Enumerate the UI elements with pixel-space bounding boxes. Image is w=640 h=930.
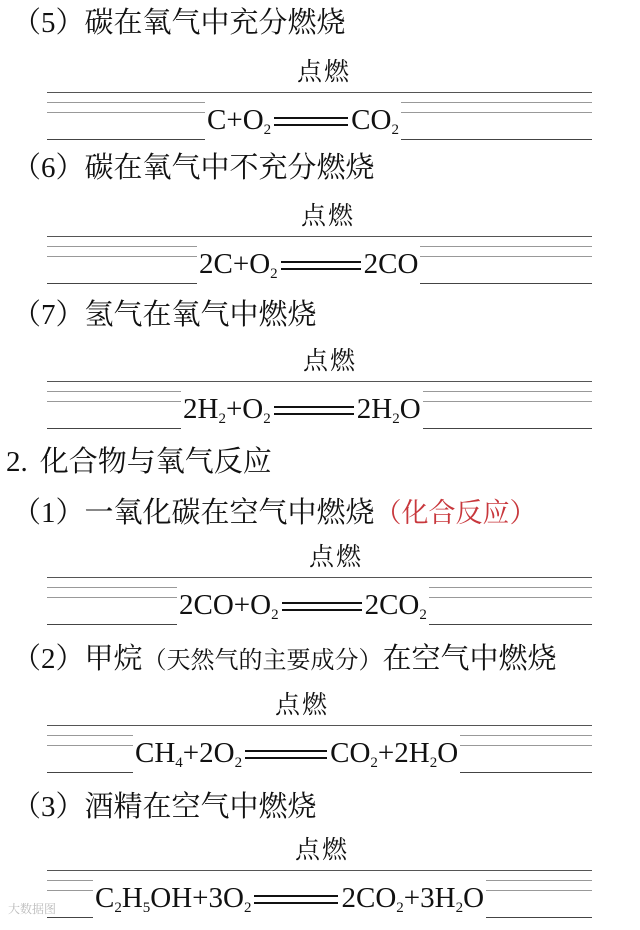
item-text: 酒精在空气中燃烧: [84, 789, 317, 823]
watermark: 大数据图: [8, 902, 57, 916]
equals-sign: [274, 117, 348, 126]
item-number: （7）: [12, 299, 85, 331]
product-text: O: [437, 737, 459, 769]
product-text: CO: [330, 737, 371, 769]
chemical-equation: [93, 878, 486, 918]
ruled-line: [47, 236, 592, 237]
item-number: （2）: [12, 643, 85, 675]
ruled-line: [47, 92, 592, 93]
product-text: +2H: [377, 737, 430, 769]
reactant-text: CH: [135, 737, 176, 769]
equals-sign: [254, 895, 338, 904]
item-6-heading: [12, 147, 375, 187]
product-text: O: [399, 393, 421, 425]
subscript: 2: [391, 122, 399, 138]
subscript: 2: [263, 122, 272, 138]
item-2-heading: [12, 638, 557, 678]
section-text: 化合物与氧气反应: [39, 444, 272, 478]
item-7-heading: [12, 294, 317, 334]
equation-block-2: [47, 689, 592, 785]
subscript: 2: [218, 411, 226, 427]
reactants: 2CO+O: [179, 589, 272, 621]
item-text: 甲烷: [84, 641, 143, 675]
item-number: （6）: [12, 152, 85, 184]
item-text: 碳在氧气中充分燃烧: [84, 5, 346, 39]
item-text: 在空气中燃烧: [382, 641, 557, 675]
condition-label: 点燃: [301, 201, 356, 230]
equation-block-3: [47, 834, 592, 930]
equation-block-1: [47, 541, 592, 637]
chemical-equation: [181, 389, 423, 429]
item-1-heading: [12, 492, 537, 532]
subscript: 4: [175, 755, 183, 771]
item-text: 氢气在氧气中燃烧: [84, 297, 317, 331]
condition-label: 点燃: [303, 346, 358, 375]
reaction-type-note: （化合反应）: [374, 498, 537, 529]
reactant-text: 2H: [183, 393, 219, 425]
subscript: 2: [270, 266, 278, 282]
subscript: 2: [370, 755, 378, 771]
subscript: 2: [455, 900, 464, 916]
reactant-text: +2O: [182, 737, 235, 769]
products: 2CO: [363, 248, 419, 280]
ruled-line: [47, 870, 592, 871]
item-5-heading: [12, 2, 346, 42]
reactants: 2C+O: [199, 248, 271, 280]
products: 2CO: [364, 589, 420, 621]
equals-sign: [245, 750, 327, 759]
section-2-title: [6, 441, 272, 481]
chemical-equation: [133, 733, 460, 773]
subscript: 2: [396, 900, 404, 916]
reactant-text: +O: [225, 393, 264, 425]
subscript: 2: [263, 411, 271, 427]
equation-block-6: [47, 200, 592, 296]
ruled-line: [47, 381, 592, 382]
item-3-heading: [12, 786, 317, 826]
equation-block-5: [47, 56, 592, 152]
equals-sign: [281, 261, 361, 270]
equals-sign: [282, 602, 362, 611]
reactant-text: OH+3O: [150, 882, 244, 914]
chemical-equation: [197, 244, 420, 284]
item-text: 碳在氧气中不充分燃烧: [84, 150, 375, 184]
condition-label: 点燃: [275, 690, 330, 719]
subscript: 2: [243, 900, 252, 916]
product-text: +3H: [403, 882, 456, 914]
subscript: 2: [114, 900, 122, 916]
equals-sign: [274, 406, 354, 415]
product-text: 2H: [356, 393, 393, 425]
subscript: 2: [392, 411, 400, 427]
product-text: O: [463, 882, 485, 914]
chemical-equation: [177, 585, 429, 625]
subscript: 2: [234, 755, 243, 771]
product-text: 2CO: [341, 882, 397, 914]
chemical-equation: [205, 100, 401, 140]
subscript: 5: [142, 900, 151, 916]
item-text: 一氧化碳在空气中燃烧: [84, 495, 375, 529]
reactant-text: H: [121, 882, 143, 914]
condition-label: 点燃: [309, 542, 364, 571]
parenthetical-note: （天然气的主要成分）: [142, 646, 383, 674]
item-number: （1）: [12, 497, 85, 529]
ruled-line: [47, 725, 592, 726]
equation-block-7: [47, 345, 592, 441]
section-number: 2.: [6, 446, 28, 478]
ruled-line: [47, 577, 592, 578]
subscript: 2: [429, 755, 438, 771]
subscript: 2: [271, 607, 279, 623]
reactant-text: C: [95, 882, 115, 914]
item-number: （3）: [12, 791, 85, 823]
condition-label: 点燃: [297, 57, 352, 86]
condition-label: 点燃: [295, 835, 350, 864]
reactants: C+O: [207, 104, 264, 136]
products: CO: [351, 104, 392, 136]
subscript: 2: [419, 607, 427, 623]
item-number: （5）: [12, 7, 85, 39]
